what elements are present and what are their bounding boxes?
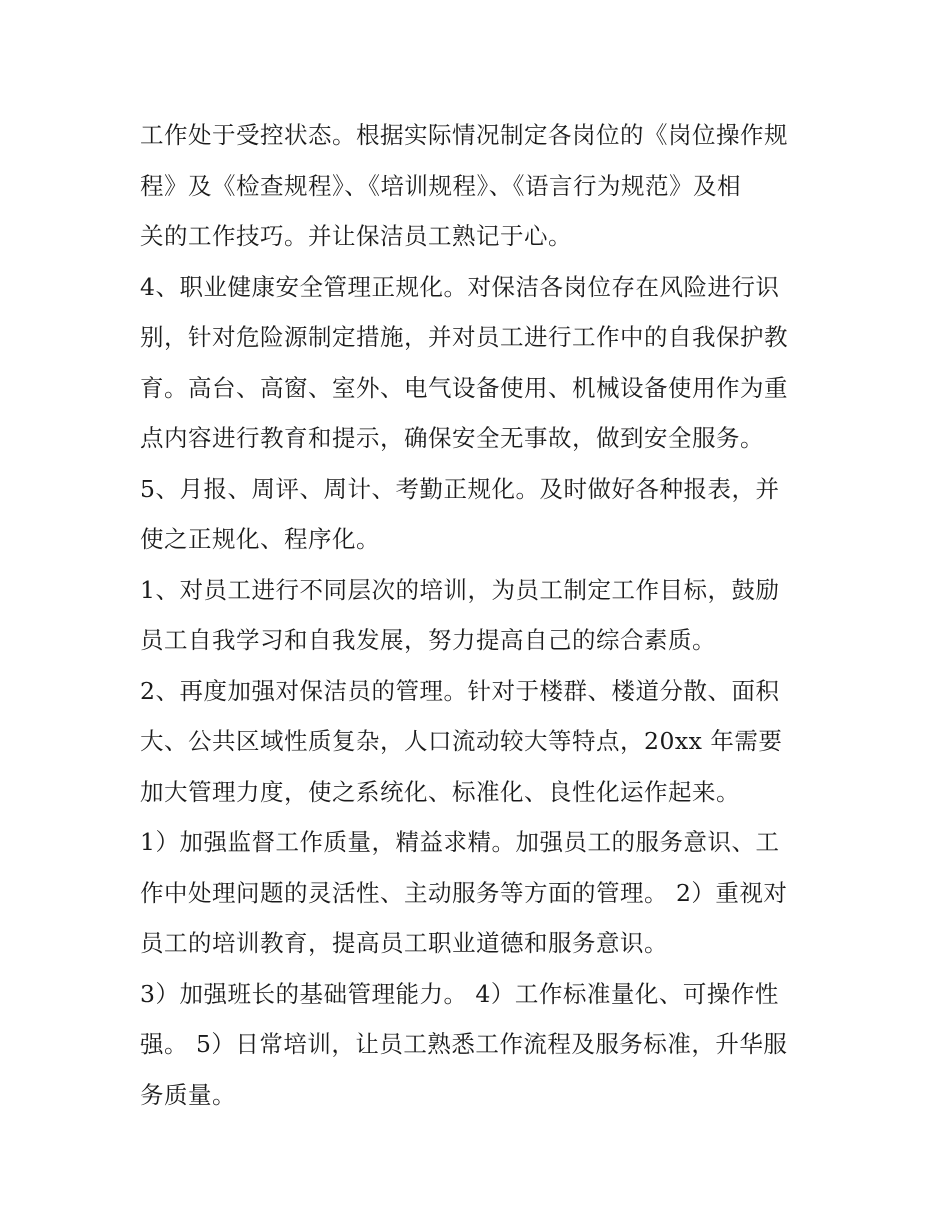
text-line: 别，针对危险源制定措施，并对员工进行工作中的自我保护教 [140, 323, 788, 351]
text-line: 关的工作技巧。并让保洁员工熟记于心。 [140, 222, 572, 250]
text-line: 员工自我学习和自我发展，努力提高自己的综合素质。 [140, 626, 716, 654]
text-line: 3）加强班长的基础管理能力。 4）工作标准量化、可操作性 [140, 979, 779, 1008]
text-line: 加大管理力度，使之系统化、标准化、良性化运作起来。 [140, 777, 740, 806]
text-line: 1、对员工进行不同层次的培训，为员工制定工作目标，鼓励 [140, 575, 780, 604]
text-line: 5、月报、周评、周计、考勤正规化。及时做好各种报表，并 [140, 474, 780, 503]
text-line: 作中处理问题的灵活性、主动服务等方面的管理。 2）重视对 [140, 878, 788, 907]
text-line: 程》及《检查规程》、《培训规程》、《语言行为规范》及相 [140, 171, 741, 200]
text-line: 员工的培训教育，提高员工职业道德和服务意识。 [140, 929, 668, 957]
text-line: 务质量。 [140, 1080, 236, 1109]
document-body [140, 110, 815, 1120]
text-line: 育。高台、高窗、室外、电气设备使用、机械设备使用作为重 [140, 373, 788, 402]
text-line: 1）加强监督工作质量，精益求精。加强员工的服务意识、工 [140, 828, 780, 856]
text-line: 强。 5）日常培训，让员工熟悉工作流程及服务标准，升华服 [140, 1030, 788, 1058]
text-line: 点内容进行教育和提示，确保安全无事故，做到安全服务。 [140, 424, 764, 452]
text-line: 使之正规化、程序化。 [140, 525, 380, 553]
text-line: 2、再度加强对保洁员的管理。针对于楼群、楼道分散、面积 [140, 676, 780, 705]
text-line: 工作处于受控状态。根据实际情况制定各岗位的《岗位操作规 [140, 121, 788, 149]
text-line: 4、职业健康安全管理正规化。对保洁各岗位存在风险进行识 [140, 272, 780, 301]
text-line: 大、公共区域性质复杂，人口流动较大等特点，20xx 年需要 [140, 727, 783, 755]
